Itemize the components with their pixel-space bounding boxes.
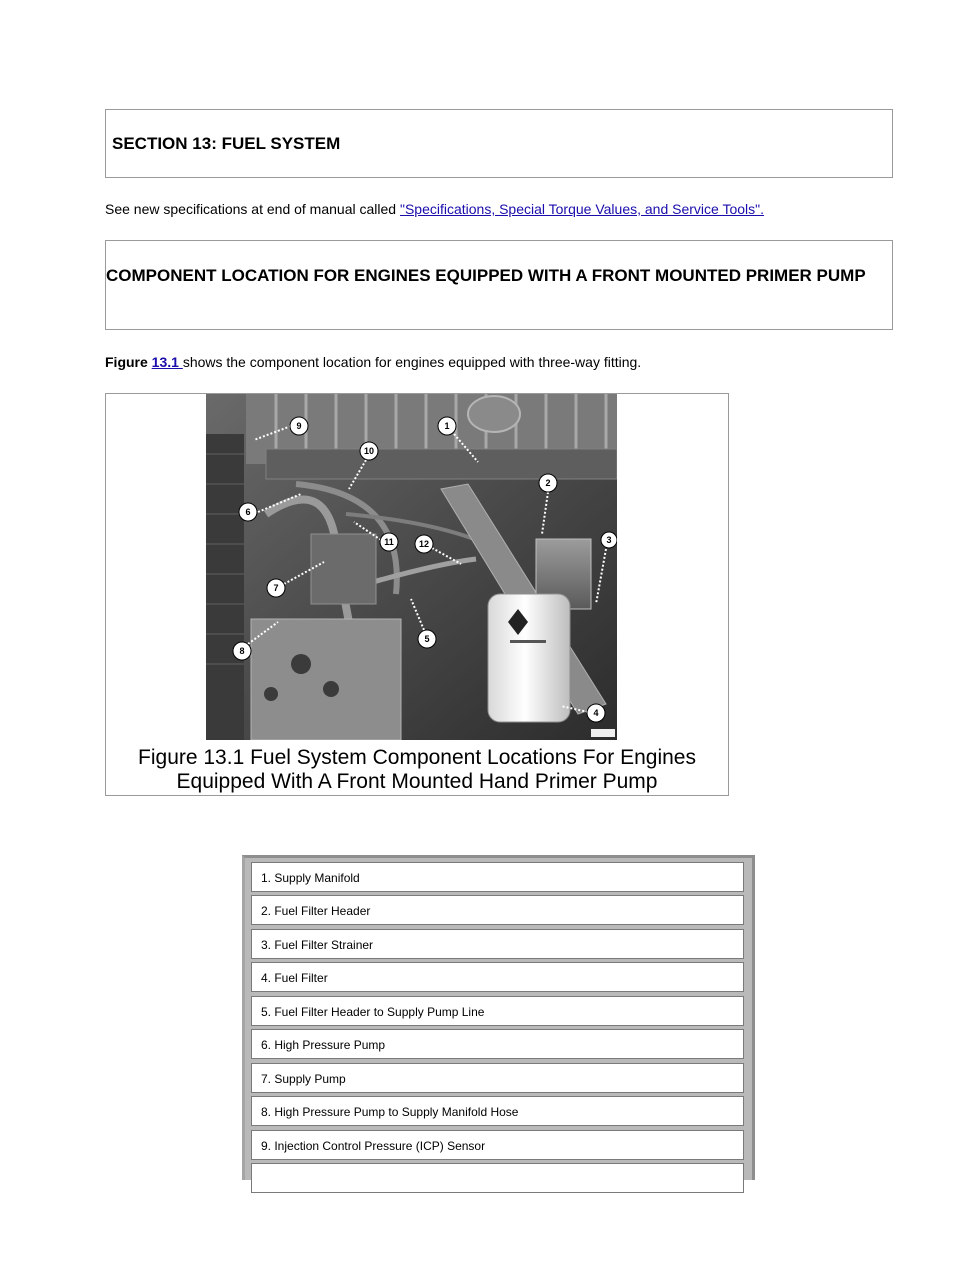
list-item: 9. Injection Control Pressure (ICP) Sensor [251,1130,744,1160]
section-heading-box [105,109,893,178]
svg-text:9: 9 [296,421,302,431]
specifications-link[interactable]: "Specifications, Special Torque Values, and Service Tools". [399,201,765,217]
section-heading: SECTION 13: FUEL SYSTEM [112,134,341,153]
figure-intro-label: Figure [105,354,148,370]
svg-text:1: 1 [444,421,450,431]
svg-text:2: 2 [545,478,551,488]
svg-text:7: 7 [273,583,279,593]
svg-text:6: 6 [245,507,251,517]
list-item: 3. Fuel Filter Strainer [251,929,744,959]
svg-text:3: 3 [606,535,612,545]
svg-text:10: 10 [363,446,375,456]
list-item: 2. Fuel Filter Header [251,895,744,925]
figure-caption: Figure 13.1 Fuel System Component Locations For Engines Equipped With A Front Mounted Hand Primer Pump [138,746,696,793]
svg-text:12: 12 [418,539,430,549]
list-item: 6. High Pressure Pump [251,1029,744,1059]
figure-intro [105,354,641,370]
list-item: 1. Supply Manifold [251,862,744,892]
list-item: 8. High Pressure Pump to Supply Manifold Hose [251,1096,744,1126]
component-heading-box [105,240,893,330]
specifications-note-text: See new specifications at end of manual called [105,201,400,217]
svg-text:4: 4 [593,708,599,718]
svg-text:5: 5 [424,634,430,644]
figure-intro-text: shows the component location for engines equipped with three-way fitting. [182,354,642,370]
figure-13-1 [105,393,729,796]
component-heading: COMPONENT LOCATION FOR ENGINES EQUIPPED WITH A FRONT MOUNTED PRIMER PUMP [106,266,866,285]
svg-text:11: 11 [384,537,394,547]
specifications-note [105,201,764,217]
component-list [242,855,755,1180]
list-item: 4. Fuel Filter [251,962,744,992]
engine-photo [206,394,617,740]
list-item: 5. Fuel Filter Header to Supply Pump Line [251,996,744,1026]
svg-text:8: 8 [239,646,245,656]
figure-13-1-link[interactable]: 13.1 [151,354,183,370]
list-item [251,1163,744,1193]
list-item: 7. Supply Pump [251,1063,744,1093]
